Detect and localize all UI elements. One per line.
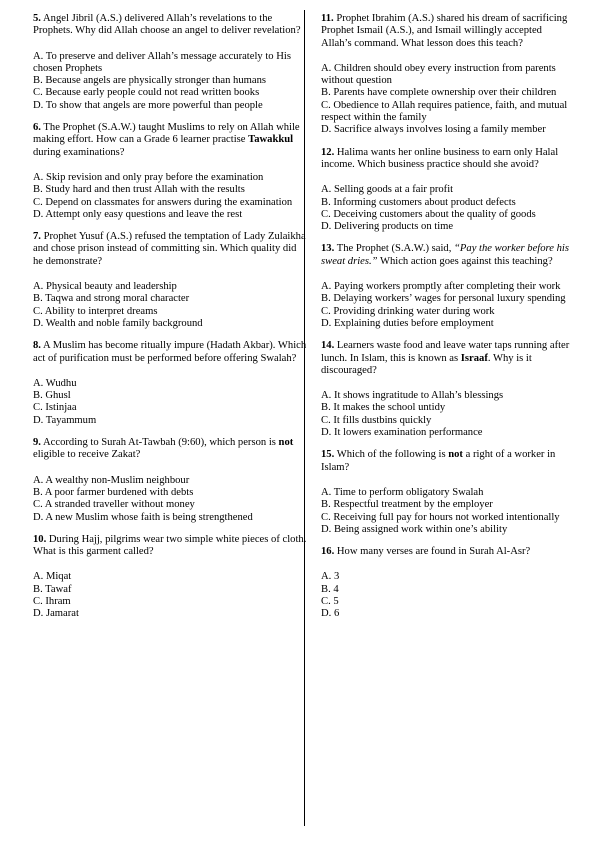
question-number: 16. [321,546,335,558]
option-b: B. A poor farmer burdened with debts [33,486,194,498]
question-14 [321,340,573,439]
option-d: D. Attempt only easy questions and leave the rest [33,208,243,220]
question-stem-part-a: Which of the following is [336,449,449,461]
question-number: 15. [321,449,335,461]
options [321,184,573,233]
question-16 [321,546,573,620]
question-10 [33,534,309,621]
question-number: 7. [33,231,41,243]
question-number: 13. [321,243,335,255]
option-b: B. Ghusl [33,390,71,402]
question-stem: During Hajj, pilgrims wear two simple white pieces of cloth. What is this garment called? [33,533,307,558]
option-b: B. Parents have complete ownership over their children [321,87,557,99]
question-stem-part-a: The Prophet (S.A.W.) taught Muslims to rely on Allah while making effort. How can a Grade 6 learner practise [33,122,300,146]
option-d: D. Wealth and noble family background [33,317,203,329]
option-a: A. Children should obey every instruction from parents without question [321,62,556,87]
question-number: 5. [33,13,41,24]
option-d: D. A new Muslim whose faith is being strengthened [33,511,253,523]
option-c: C. 5 [321,595,339,607]
options [33,378,309,427]
option-c: C. Deceiving customers about the quality of goods [321,208,536,220]
option-d: D. It lowers examination performance [321,427,483,439]
question-stem-part-b: eligible to receive Zakat? [33,449,141,461]
option-c: C. Istinjaa [33,402,77,414]
question-stem-part-a: The Prophet (S.A.W.) said, [336,243,455,255]
hadith-quote: “Pay the worker before his sweat dries.” [321,243,569,267]
question-stem: A Muslim has become ritually impure (Hadath Akbar). Which act of purification must be performed before offering Swalah? [33,340,307,364]
option-b: B. It makes the school untidy [321,402,446,414]
option-b: B. 4 [321,583,339,595]
option-c: C. Because early people could not read written books [33,87,260,99]
option-c: C. Obedience to Allah requires patience, faith, and mutual respect within the family [321,99,568,124]
question-number: 14. [321,340,335,352]
question-stem-part-b: Which action goes against this teaching? [377,255,553,267]
question-15 [321,449,573,536]
option-d: D. Tayammum [33,414,97,426]
question-number: 8. [33,340,41,352]
question-stem: How many verses are found in Surah Al-Asr? [336,546,531,558]
question-5 [33,13,309,112]
question-number: 12. [321,146,335,158]
question-7 [33,231,309,330]
options [33,172,309,221]
right-column [321,13,573,631]
question-stem: Prophet Yusuf (A.S.) refused the temptation of Lady Zulaikha and chose prison instead of committing sin. Which quality did he demonstrate? [33,231,306,267]
option-a: A. To preserve and deliver Allah’s message accurately to His chosen Prophets [33,50,291,74]
emphasized-term: not [448,449,463,461]
question-stem: Prophet Ibrahim (A.S.) shared his dream of sacrificing Prophet Ismail (A.S.), and Ismail willingly accepted Allah’s command. What lesson does this teach? [321,13,568,49]
option-d: D. Jamarat [33,608,79,620]
question-number: 11. [321,13,334,24]
option-b: B. Study hard and then trust Allah with the results [33,184,245,196]
option-b: B. Respectful treatment by the employer [321,499,493,511]
option-d: D. Being assigned work within one’s ability [321,523,508,535]
option-a: A. It shows ingratitude to Allah’s blessings [321,390,504,402]
question-stem: Angel Jibril (A.S.) delivered Allah’s revelations to the Prophets. Why did Allah choose an angel to deliver revelation? [33,13,301,37]
question-6 [33,122,309,221]
option-d: D. Explaining duties before employment [321,317,494,329]
options [321,390,573,439]
option-a: A. Miqat [33,571,72,583]
option-a: A. Selling goods at a fair profit [321,184,454,196]
left-column [33,13,309,631]
question-13 [321,243,573,330]
options [321,487,573,536]
option-c: C. A stranded traveller without money [33,499,195,511]
option-d: D. To show that angels are more powerful than people [33,99,263,111]
option-b: B. Because angels are physically stronger than humans [33,75,266,87]
question-9 [33,437,309,524]
option-c: C. Ability to interpret dreams [33,305,158,317]
option-a: A. Paying workers promptly after completing their work [321,281,561,293]
option-d: D. Delivering products on time [321,221,454,233]
option-c: C. Ihram [33,595,71,607]
option-d: D. Sacrifice always involves losing a family member [321,124,546,136]
question-number: 9. [33,437,41,449]
options [33,281,309,330]
question-12 [321,147,573,234]
options [321,571,573,620]
option-a: A. 3 [321,571,340,583]
question-stem: Halima wants her online business to earn only Halal income. Which business practice should she avoid? [321,146,559,170]
question-number: 6. [33,122,41,134]
question-stem-part-a: According to Surah At-Tawbah (9:60), which person is [43,437,279,449]
option-b: B. Taqwa and strong moral character [33,293,190,305]
emphasized-term: Tawakkul [248,134,294,146]
option-a: A. Physical beauty and leadership [33,281,177,293]
question-stem-part-b: during examinations? [33,146,125,158]
emphasized-term: not [278,437,294,449]
options [321,281,573,330]
option-a: A. Time to perform obligatory Swalah [321,486,484,498]
options [321,63,573,137]
question-number: 10. [33,533,47,545]
option-d: D. 6 [321,608,340,620]
question-stem-part-a: Learners waste food and leave water taps running after lunch. In Islam, this is known as [321,340,570,364]
options [33,475,309,524]
option-a: A. Skip revision and only pray before the examination [33,171,264,183]
question-11 [321,13,573,137]
option-b: B. Informing customers about product defects [321,196,516,208]
option-a: A. Wudhu [33,377,77,389]
option-a: A. A wealthy non-Muslim neighbour [33,474,190,486]
question-stem-part-b: . Why is it discouraged? [321,352,532,376]
option-b: B. Delaying workers’ wages for personal luxury spending [321,293,566,305]
option-b: B. Tawaf [33,583,72,595]
options [33,571,309,620]
emphasized-term: Israaf [460,352,488,364]
option-c: C. Receiving full pay for hours not worked intentionally [321,511,560,523]
option-c: C. It fills dustbins quickly [321,414,432,426]
options [33,51,309,112]
question-stem-part-b: a right of a worker in Islam? [321,449,556,473]
option-c: C. Providing drinking water during work [321,305,495,317]
question-8 [33,340,309,427]
option-c: C. Depend on classmates for answers during the examination [33,196,293,208]
